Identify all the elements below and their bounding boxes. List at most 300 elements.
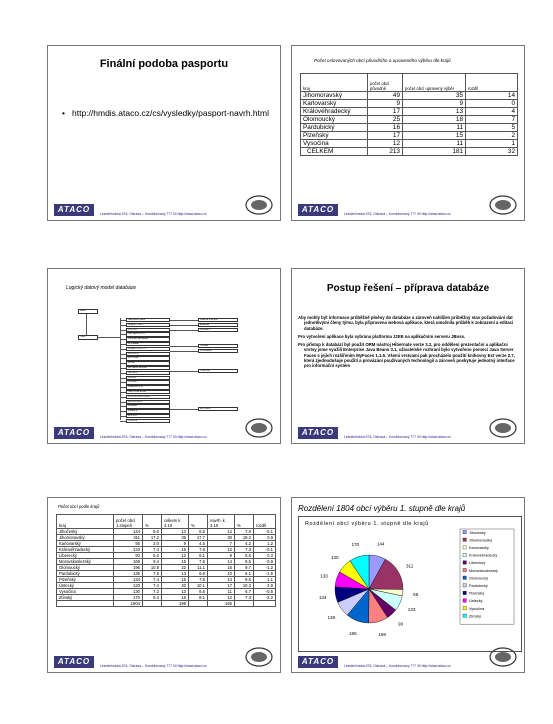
entity-box: HISTORIE [198, 407, 238, 411]
cell: Karlovarský [301, 100, 368, 108]
cell: Pardubický [301, 124, 368, 132]
cell: Vysočina [301, 140, 368, 148]
cell: Plzeňský [301, 132, 368, 140]
connector [170, 346, 198, 347]
cell: 3.0 [143, 541, 162, 547]
cell: 1.2 [254, 541, 276, 547]
cell: 165 [208, 601, 235, 607]
cell: 22 [162, 565, 189, 571]
footer-text: Lesnitehnická 576, Ostrava – Kombinovaný 777 00 http://www.ataco.cz [100, 435, 207, 439]
slide-footer [48, 652, 280, 672]
table-header [57, 515, 276, 529]
slide-5-table [56, 514, 276, 607]
cell: 144 [114, 529, 143, 535]
table-row [301, 116, 518, 124]
slide-6-title: Rozdělení 1804 obcí výběru 1. stupně dle krajů [298, 504, 466, 513]
cell: 12 [368, 140, 403, 148]
connector [120, 339, 126, 340]
entity-box: CESTOVNÍ RUCH [126, 390, 170, 394]
table-row [301, 92, 518, 100]
cell: 8.5 [235, 577, 254, 583]
legend-swatch [463, 538, 466, 541]
cell: -1.5 [254, 571, 276, 577]
cell: Plzeňský [57, 577, 114, 583]
cell: 196 [114, 565, 143, 571]
cell: 6.6 [189, 529, 208, 535]
cell: 5 [466, 124, 518, 132]
cell: 7.6 [189, 559, 208, 565]
cell: 6.6 [189, 571, 208, 577]
entity-box: ÚDAJE O OBCI [126, 323, 170, 327]
cell: 17 [368, 132, 403, 140]
cell: 198 [162, 601, 189, 607]
cell: 7.9 [235, 529, 254, 535]
slide-1 [47, 45, 281, 221]
entity-box: PODNIKY [126, 380, 170, 384]
cell: Karlovarský [57, 541, 114, 547]
connector [120, 402, 126, 403]
seal-icon [488, 646, 518, 668]
slice-label: 133 [407, 606, 416, 612]
cell: 18.2 [235, 535, 254, 541]
table-row [301, 124, 518, 132]
connector [120, 363, 126, 364]
cell: 7.4 [143, 547, 162, 553]
connector [120, 330, 126, 331]
slice-label: 55 [413, 592, 419, 598]
cell: 7.6 [189, 547, 208, 553]
entity-box: SPRÁVA [126, 404, 170, 408]
connector [120, 416, 126, 417]
cell: 15 [162, 559, 189, 565]
entity-box: ZDRAVOTNICTVÍ [126, 347, 170, 351]
cell: 6.7 [235, 589, 254, 595]
cell: 25 [368, 116, 403, 124]
cell: 17.7 [189, 535, 208, 541]
cell: 7.2 [143, 589, 162, 595]
header-cell: celkem k 3.10 [162, 515, 189, 529]
connector [120, 378, 126, 379]
legend-label: Karlovarský [469, 546, 489, 550]
legend-swatch [463, 614, 466, 617]
legend-label: Olomoucký [469, 576, 488, 581]
slide-2-table [300, 73, 518, 156]
cell: 7 [208, 541, 235, 547]
slide-5 [47, 497, 281, 673]
cell: Pardubický [57, 571, 114, 577]
cell: Olomoucký [57, 565, 114, 571]
header-cell: % [143, 515, 162, 529]
cell: 16 [208, 565, 235, 571]
cell: Královéhradecký [301, 108, 368, 116]
cell: 35 [162, 535, 189, 541]
slide-3-title: Logický datový model databáze [66, 285, 137, 291]
entity-box: ČÍSELNÍK [198, 369, 238, 373]
cell: 133 [114, 583, 143, 589]
slice-label: 93 [398, 621, 404, 627]
slide-4-body [298, 315, 518, 369]
cell: 9 [368, 100, 403, 108]
cell: 169 [114, 559, 143, 565]
cell: 9 [208, 553, 235, 559]
cell: 11 [403, 124, 466, 132]
entity-box: DOPRAVA [126, 342, 170, 346]
cell: 7.6 [189, 577, 208, 583]
connector [170, 325, 198, 326]
entity-box: SLUŽBY [126, 376, 170, 380]
cell: 49 [368, 92, 403, 100]
cell: 10.9 [143, 565, 162, 571]
slide-footer [292, 200, 524, 220]
entity-box: ZÁKLADNÍ DATA [126, 318, 170, 322]
cell: 20 [162, 583, 189, 589]
header-cell: kraj [57, 515, 114, 529]
cell: 11 [208, 589, 235, 595]
connector [170, 351, 198, 352]
cell: 30 [208, 535, 235, 541]
cell: 10.1 [189, 583, 208, 589]
header-cell: počet obcí 1.stupeň [114, 515, 143, 529]
cell: 1804 [114, 601, 143, 607]
cell [143, 601, 162, 607]
seal-icon [244, 194, 274, 216]
cell: Olomoucký [301, 116, 368, 124]
cell: 4 [466, 108, 518, 116]
slide-footer [292, 652, 524, 672]
legend-swatch [463, 584, 466, 587]
cell: 7.3 [235, 547, 254, 553]
connector [120, 358, 126, 359]
table-row [57, 601, 276, 607]
ataco-logo: ATACO [298, 656, 338, 668]
paragraph: Pro přístup k databázi byl použit ORM nástroj Hibernate verze 3.2, pro oddělení prezentační a aplikační vrstvy jsme využili Enterprise Java Beans 3.1, uživatelské rozhraní bylo vytvořeno pomocí Java Server Faces s jejich rozšířením MyFaces 1.1.5. Všemi vrstvami pak procházelo použití knihovny Ext verze 2.7, která zjednodušuje použití a provázání používaných technologií a zároveň poskytuje jednotný interface pro informační systém [298, 342, 515, 369]
slide-6 [291, 497, 525, 673]
cell: 14 [208, 559, 235, 565]
table-row [301, 140, 518, 148]
cell: 8.0 [143, 529, 162, 535]
cell: 32 [466, 148, 518, 156]
cell: 15 [403, 132, 466, 140]
cell [189, 601, 208, 607]
cell: 4.5 [189, 541, 208, 547]
connector [120, 368, 126, 369]
cell: 7.3 [235, 595, 254, 601]
paragraph: Pro vytvoření aplikace byla vybrána platforma J2EE na aplikačním serveru JBoss. [298, 333, 466, 339]
entity-box: ADRESA [198, 323, 238, 327]
slice-label: 170 [351, 542, 360, 548]
header-cell: rozdíl [466, 74, 518, 92]
ataco-logo: ATACO [54, 656, 94, 668]
bullet-link[interactable]: http://hmdis.ataco.cz/cs/vysledky/pasport-navrh.html [72, 108, 269, 118]
connector [120, 397, 126, 398]
cell: -2.2 [254, 595, 276, 601]
legend-label: Moravskoslezský [469, 568, 498, 573]
cell: Zlínský [57, 595, 114, 601]
slide-2 [291, 45, 525, 221]
paragraph: Aby mohly být informace průběžně plněny do databáze a zároveň nahlížen průběžný stav požadování dat jednotlivými členy týmu, byla připravena webová aplikace, která umožnila průběh k zobrazení a editaci databáze. [298, 315, 514, 331]
ataco-logo: ATACO [54, 427, 94, 439]
cell: 17 [368, 108, 403, 116]
connector [120, 325, 126, 326]
cell: Moravskoslezský [57, 559, 114, 565]
cell: 35 [403, 92, 466, 100]
slice-label: 130 [330, 554, 339, 560]
footer-text: Lesnitehnická 576, Ostrava – Kombinovaný 777 00 http://www.ataco.cz [100, 212, 207, 216]
header-cell: počet obcí původně [368, 74, 403, 92]
cell: 18 [403, 116, 466, 124]
cell: 7.5 [143, 571, 162, 577]
slice-label: 196 [348, 631, 357, 637]
cell: Ústecký [57, 583, 114, 589]
legend-swatch [463, 546, 466, 549]
cell: 181 [403, 148, 466, 156]
seal-icon [488, 417, 518, 439]
connector [170, 371, 198, 372]
legend-swatch [463, 568, 466, 571]
cell: Jihomoravský [301, 92, 368, 100]
header-cell: rozdíl [254, 515, 276, 529]
cell: 7.4 [143, 577, 162, 583]
footer-text: Lesnitehnická 576, Ostrava – Kombinovaný 777 00 http://www.ataco.cz [344, 212, 451, 216]
footer-text: Lesnitehnická 576, Ostrava – Kombinovaný 777 00 http://www.ataco.cz [344, 664, 451, 668]
connector [120, 349, 126, 350]
ataco-logo: ATACO [298, 204, 338, 216]
cell [57, 601, 114, 607]
connector [170, 320, 198, 321]
entity-box: SOCIÁLNÍ SLUŽBY [126, 366, 170, 370]
cell: Vysočina [57, 589, 114, 595]
entity-box: KULTURA [126, 356, 170, 360]
cell: 9.4 [143, 559, 162, 565]
cell: 16 [162, 595, 189, 601]
connector [120, 344, 126, 345]
slice-label: 144 [376, 541, 385, 547]
entity-box: PLOCHY [126, 328, 170, 332]
legend-label: Plzeňský [469, 591, 485, 596]
legend-swatch [463, 553, 466, 556]
entity-obec: OBEC [78, 335, 98, 340]
seal-icon [244, 417, 274, 439]
cell: 17.2 [143, 535, 162, 541]
cell: 311 [114, 535, 143, 541]
header-cell: % [189, 515, 208, 529]
ataco-logo: ATACO [298, 427, 338, 439]
cell: 10 [208, 571, 235, 577]
slide-2-title: Počet oslovovaných obcí původního a upraveného výběru dle krajů [314, 58, 451, 63]
entity-box: ZEMĚDĚLSTVÍ [126, 385, 170, 389]
cell: 0 [466, 100, 518, 108]
chart-title: Rozdělení obcí výběru 1. stupně dle krajů [305, 521, 429, 527]
seal-icon [244, 646, 274, 668]
pie-chart [299, 517, 521, 651]
cell: 0.9 [254, 535, 276, 541]
footer-text: Lesnitehnická 576, Ostrava – Kombinovaný 777 00 http://www.ataco.cz [344, 435, 451, 439]
connector [120, 334, 126, 335]
cell: 15 [162, 547, 189, 553]
cell: 12 [162, 553, 189, 559]
cell: 4.2 [235, 541, 254, 547]
connector [120, 411, 126, 412]
cell: 17 [208, 583, 235, 589]
cell [254, 601, 276, 607]
legend-swatch [463, 576, 466, 579]
footer-text: Lesnitehnická 576, Ostrava – Kombinovaný 777 00 http://www.ataco.cz [100, 664, 207, 668]
cell: Královéhradecký [57, 547, 114, 553]
cell: 2 [466, 132, 518, 140]
connector [120, 320, 126, 321]
cell: 7.4 [143, 583, 162, 589]
cell: 8.1 [189, 595, 208, 601]
connector [170, 330, 198, 331]
cell: -0.5 [254, 589, 276, 595]
connector [120, 421, 126, 422]
cell: 10.3 [235, 583, 254, 589]
slide-footer [292, 423, 524, 443]
cell: 133 [114, 547, 143, 553]
cell: 9.4 [143, 595, 162, 601]
cell: 8.5 [235, 559, 254, 565]
header-cell: % [235, 515, 254, 529]
slide-3 [47, 268, 281, 444]
cell: 13 [162, 589, 189, 595]
entity-box: ROZVOJ [126, 414, 170, 418]
slice-label: 136 [327, 615, 336, 621]
cell: 16 [368, 124, 403, 132]
connector [98, 337, 120, 338]
header-cell: navrh. k 3.10 [208, 515, 235, 529]
slide-footer [48, 423, 280, 443]
cell: 6.1 [235, 571, 254, 577]
chart-frame [298, 516, 522, 652]
cell: 9 [162, 541, 189, 547]
cell: 6.1 [189, 553, 208, 559]
connector [120, 354, 126, 355]
slide-1-title: Finální podoba pasportu [99, 58, 229, 70]
cell: CELKEM [301, 148, 368, 156]
cell: -0.1 [254, 547, 276, 553]
slide-4 [291, 268, 525, 444]
legend-label: Zlínský [469, 614, 482, 619]
cell: 170 [114, 595, 143, 601]
bullet-icon: • [62, 108, 65, 118]
entity-box: OBYVATELSTVO [126, 332, 170, 336]
cell: 12 [208, 595, 235, 601]
entity-box: KONTAKT [198, 328, 238, 332]
header-cell: počet obcí upravený výběr [403, 74, 466, 92]
legend-label: Pardubický [469, 584, 488, 588]
legend-swatch [463, 561, 466, 564]
cell: 0.3 [254, 553, 276, 559]
entity-box: DOKUMENT [198, 349, 238, 353]
connector [120, 406, 126, 407]
table-header [301, 74, 518, 92]
slide-5-title: Počet obcí podle krajů [58, 504, 100, 509]
cell: 13 [162, 529, 189, 535]
cell: 6.6 [189, 589, 208, 595]
cell: 2.9 [254, 583, 276, 589]
cell: 9 [403, 100, 466, 108]
legend-label: Jihočeský [469, 530, 486, 535]
cell: 15 [162, 577, 189, 583]
cell: -0.9 [254, 559, 276, 565]
table-row [301, 108, 518, 116]
cell: 14 [208, 577, 235, 583]
cell: 5.2 [143, 553, 162, 559]
legend-swatch [463, 530, 466, 533]
slide-4-title: Postup řešení – příprava databáze [326, 283, 490, 294]
cell: 7 [466, 116, 518, 124]
cell: 134 [114, 577, 143, 583]
legend-swatch [463, 591, 466, 594]
cell: 14 [466, 92, 518, 100]
cell: 13 [162, 571, 189, 577]
cell: 13 [403, 108, 466, 116]
slice-label: 133 [320, 573, 328, 579]
entity-box: SPORT [126, 361, 170, 365]
connector [120, 318, 121, 420]
entity-kraj: KRAJ [78, 309, 98, 314]
cell: 1 [466, 140, 518, 148]
connector [120, 373, 126, 374]
cell: 1.1 [254, 577, 276, 583]
entity-box: BEZPEČNOST [126, 400, 170, 404]
cell: 55 [114, 541, 143, 547]
seal-icon [488, 194, 518, 216]
cell: 11.1 [189, 565, 208, 571]
slice-label: 311 [405, 563, 414, 569]
slice-label: 134 [318, 594, 327, 600]
cell: 93 [114, 553, 143, 559]
table-row [301, 132, 518, 140]
legend-swatch [463, 599, 466, 602]
cell: Liberecký [57, 553, 114, 559]
legend-label: Ústecký [469, 599, 483, 604]
cell [235, 601, 254, 607]
entity-box: TECHNICKÁ INFRA [126, 337, 170, 341]
cell: -1.2 [254, 565, 276, 571]
cell: 130 [114, 589, 143, 595]
header-cell: kraj [301, 74, 368, 92]
legend-label: Liberecký [469, 561, 486, 566]
ataco-logo: ATACO [54, 204, 94, 216]
cell: Jihočeský [57, 529, 114, 535]
slide-1-bullet [62, 108, 272, 119]
entity-box: PRÁVNÍ SUBJEKT [198, 318, 238, 322]
cell: 11 [403, 140, 466, 148]
entity-box: OSOBA [198, 344, 238, 348]
connector [170, 409, 198, 410]
cell: Jihomoravský [57, 535, 114, 541]
legend-swatch [463, 606, 466, 609]
legend-label: Jihomoravský [469, 538, 493, 543]
entity-box: ŽIVOTNÍ PROSTŘEDÍ [126, 395, 170, 399]
cell: 136 [114, 571, 143, 577]
cell: 9.7 [235, 565, 254, 571]
connector [120, 392, 126, 393]
entity-box: ŠKOLSTVÍ [126, 352, 170, 356]
legend-label: Královéhradecký [469, 553, 498, 558]
connector [120, 387, 126, 388]
table-row-total [301, 148, 518, 156]
cell: -0.1 [254, 529, 276, 535]
entity-box: FINANCE [126, 409, 170, 413]
slice-label: 169 [378, 632, 386, 638]
cell: 213 [368, 148, 403, 156]
connector [120, 382, 126, 383]
entity-box: OBCHOD [126, 371, 170, 375]
cell: 12 [208, 529, 235, 535]
cell: 5.5 [235, 553, 254, 559]
